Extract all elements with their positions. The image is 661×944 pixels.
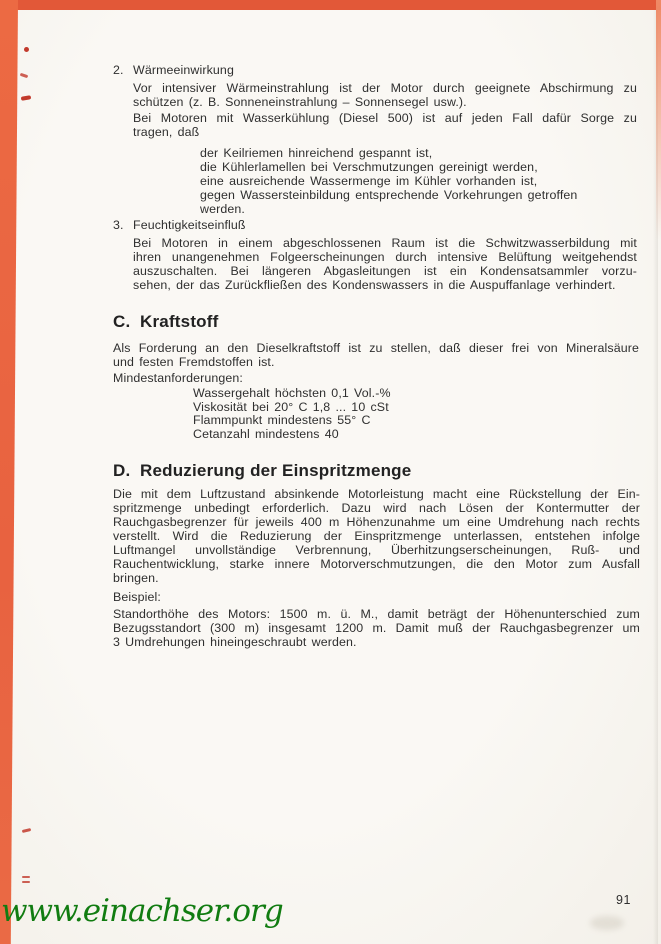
list-item-2-title: Wärmeeinwirkung — [133, 63, 234, 77]
list-item-3-title: Feuchtigkeitseinfluß — [133, 218, 246, 232]
ink-speck — [20, 73, 29, 78]
item-2-paragraph-1: Vor intensiver Wärmeinstrahlung ist der Motor durch geeignete Abschirmung zu schützen (z. B. Sonneneinstrahlung – Sonnensegel usw.). — [133, 81, 637, 109]
example-label: Beispiel: — [113, 590, 161, 604]
red-border-left — [0, 0, 18, 944]
ink-speck — [22, 876, 30, 878]
section-d-title: Reduzierung der Einspritzmenge — [140, 461, 412, 480]
red-border-top — [0, 0, 661, 10]
list-item-2-heading — [113, 63, 637, 77]
list-item-2-number: 2. — [113, 63, 124, 77]
watermark-text: www.einachser.org — [1, 893, 283, 929]
red-border-right — [656, 0, 661, 240]
item-2-paragraph-2: Bei Motoren mit Wasserkühlung (Diesel 500) ist auf jeden Fall dafür Sorge zu tragen, daß — [133, 111, 637, 139]
scan-smudge — [590, 916, 624, 930]
section-c-label: C. — [113, 312, 131, 331]
item-3-paragraph: Bei Motoren in einem abgeschlossenen Raum ist die Schwitzwasserbildung mit ihren unangenehmen Folgeerscheinungen durch intensive Belüftung weitgehendst auszuschalten. Bei längeren Abgasleitungen ist ein Kondensatsammler vorzu- sehen, der das Zurückfließen des Kondenswassers in die Auspuffanlage verhindert. — [133, 236, 637, 292]
section-d-label: D. — [113, 461, 131, 480]
ink-speck — [22, 828, 31, 833]
section-c-subheading: Mindestanforderungen: — [113, 371, 243, 385]
ink-speck — [21, 95, 32, 101]
section-c-spec-list: Wassergehalt höchsten 0,1 Vol.-% Viskosität bei 20° C 1,8 ... 10 cSt Flammpunkt mindestens 55° C Cetanzahl mindestens 40 — [193, 386, 391, 441]
ink-speck — [22, 881, 30, 883]
example-paragraph: Standorthöhe des Motors: 1500 m. ü. M., damit beträgt der Höhenunterschied zum Bezugsstandort (300 m) insgesamt 1200 m. Damit muß der Rauchgasbegrenzer um 3 Umdrehungen hineingeschraubt werden. — [113, 607, 640, 649]
list-item-3-number: 3. — [113, 218, 124, 232]
list-item-3-heading — [113, 218, 637, 232]
section-c-paragraph: Als Forderung an den Dieselkraftstoff ist zu stellen, daß dieser frei von Mineralsäure und festen Fremdstoffen ist. — [113, 341, 639, 369]
section-c-title: Kraftstoff — [140, 312, 219, 331]
ink-speck — [24, 47, 29, 52]
section-d-heading — [113, 461, 637, 480]
section-d-paragraph: Die mit dem Luftzustand absinkende Motorleistung macht eine Rückstellung der Ein- spritzmenge unbedingt erforderlich. Dazu wird nach Lösen der Kontermutter der Rauchgasbegrenzer für jeweils 400 m Höhenzunahme um eine Umdrehung nach rechts verstellt. Wird die Reduzierung der Einspritzmenge unterlassen, entstehen infolge Luftmangel unvollständige Verbrennung, Überhitzungserscheinungen, Ruß- und Rauchentwicklung, starke innere Motorverschmutzungen, die den Motor zum Ausfall bringen. — [113, 487, 640, 585]
item-2-conditions-list: der Keilriemen hinreichend gespannt ist, die Kühlerlamellen bei Verschmutzungen gereinigt werden, eine ausreichende Wassermenge im Kühler vorhanden ist, gegen Wassersteinbildung entsprechende Vorkehrungen getroffen werden. — [200, 146, 578, 216]
page-number: 91 — [616, 893, 631, 907]
section-c-heading — [113, 312, 637, 331]
